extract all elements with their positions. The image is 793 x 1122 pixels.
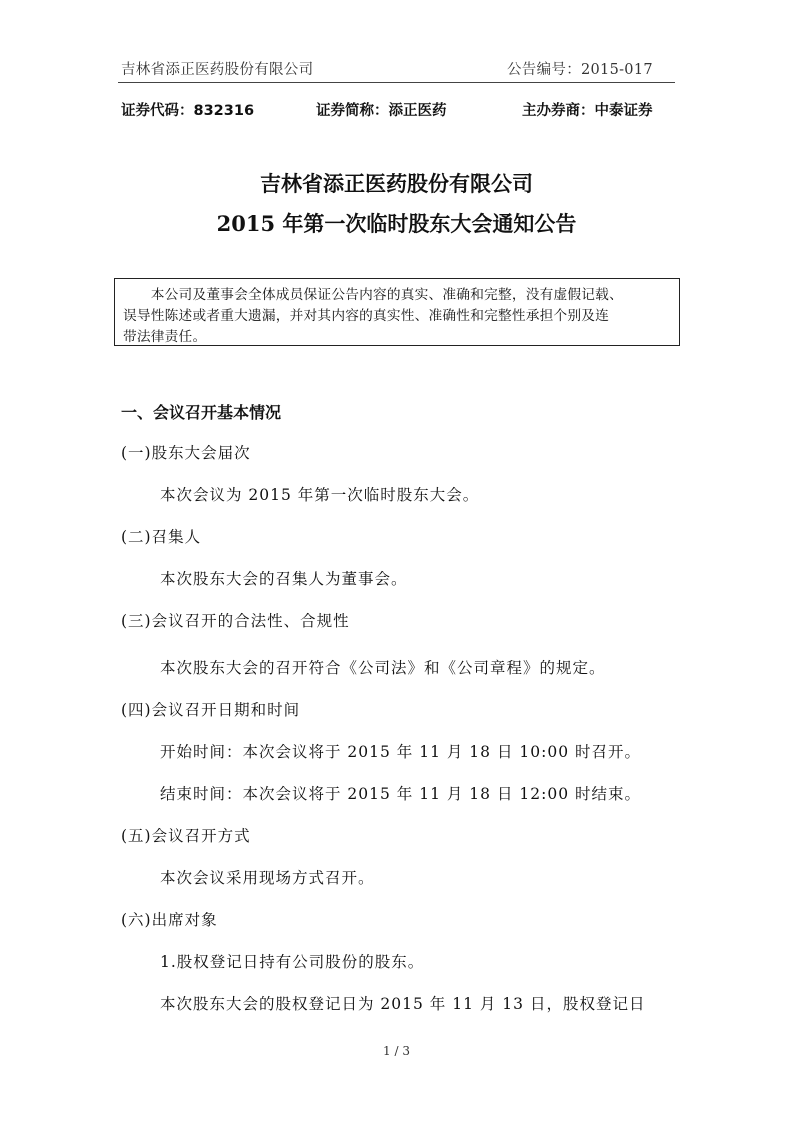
header-company-name: 吉林省添正医药股份有限公司 <box>121 62 314 78</box>
paragraph: 开始时间：本次会议将于 2015 年 11 月 18 日 10:00 时召开。 <box>160 743 641 761</box>
subsection-title: (三)会议召开的合法性、合规性 <box>121 612 350 630</box>
subsection-title: (四)会议召开日期和时间 <box>121 701 301 719</box>
paragraph: 本次股东大会的召开符合《公司法》和《公司章程》的规定。 <box>160 659 606 677</box>
subsection-title: (一)股东大会届次 <box>121 444 251 462</box>
header-announcement-number: 公告编号：2015-017 <box>507 62 653 78</box>
securities-code: 证券代码：832316 <box>121 103 255 119</box>
subsection-title: (二)召集人 <box>121 528 202 546</box>
disclaimer-box <box>114 278 680 346</box>
paragraph: 本次会议采用现场方式召开。 <box>160 869 375 887</box>
page-number: 1 / 3 <box>383 1044 410 1058</box>
paragraph: 结束时间：本次会议将于 2015 年 11 月 18 日 12:00 时结束。 <box>160 785 641 803</box>
subsection-title: (六)出席对象 <box>121 911 218 929</box>
paragraph: 本次股东大会的股权登记日为 2015 年 11 月 13 日，股权登记日 <box>160 995 646 1013</box>
header-divider <box>118 82 675 83</box>
paragraph: 本次股东大会的召集人为董事会。 <box>160 570 408 588</box>
document-title-company: 吉林省添正医药股份有限公司 <box>260 171 533 196</box>
disclaimer-line: 带法律责任。 <box>123 329 207 345</box>
sponsor-broker: 主办券商：中泰证券 <box>522 103 653 119</box>
document-title-subject: 2015 年第一次临时股东大会通知公告 <box>216 211 577 236</box>
section-heading: 一、会议召开基本情况 <box>121 403 282 422</box>
list-item: 1.股权登记日持有公司股份的股东。 <box>160 953 425 971</box>
disclaimer-line: 误导性陈述或者重大遗漏，并对其内容的真实性、准确性和完整性承担个别及连 <box>123 308 610 324</box>
subsection-title: (五)会议召开方式 <box>121 827 251 845</box>
securities-short-name: 证券简称：添正医药 <box>316 103 447 119</box>
disclaimer-line: 本公司及董事会全体成员保证公告内容的真实、准确和完整，没有虚假记载、 <box>123 287 623 303</box>
paragraph: 本次会议为 2015 年第一次临时股东大会。 <box>160 486 480 504</box>
